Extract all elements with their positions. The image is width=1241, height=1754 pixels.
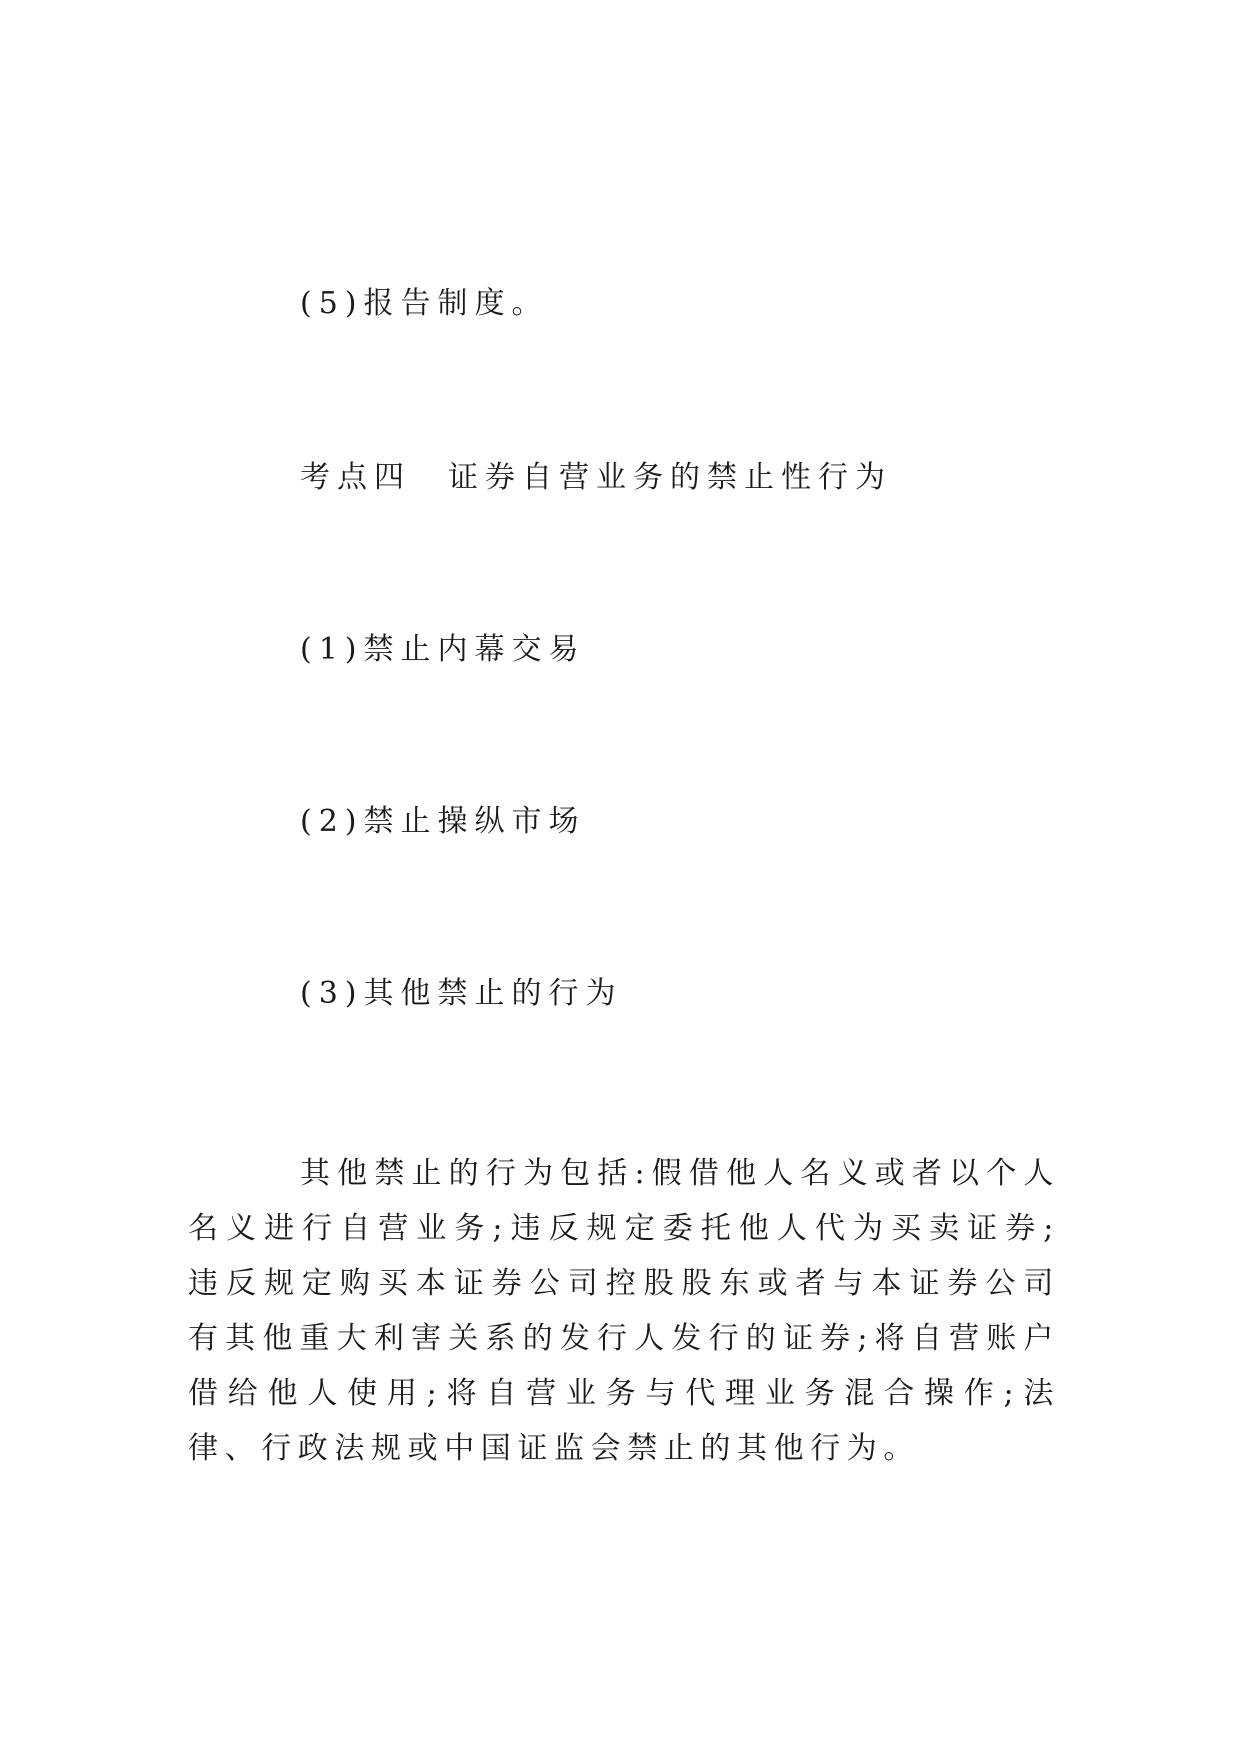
- list-item-reporting-system: (5)报告制度。: [300, 286, 549, 321]
- list-item-other-prohibited: (3)其他禁止的行为: [300, 976, 623, 1011]
- body-paragraph: 其他禁止的行为包括:假借他人名义或者以个人名义进行自营业务;违反规定委托他人代为买卖证券;违反规定购买本证券公司控股股东或者与本证券公司有其他重大利害关系的发行人发行的证券;将自营账户借给他人使用;将自营业务与代理业务混合操作;法律、行政法规或中国证监会禁止的其他行为。: [188, 1156, 1060, 1466]
- list-item-insider-trading: (1)禁止内幕交易: [300, 632, 586, 667]
- section-heading: 考点四 证券自营业务的禁止性行为: [300, 460, 892, 495]
- list-item-market-manipulation: (2)禁止操纵市场: [300, 804, 586, 839]
